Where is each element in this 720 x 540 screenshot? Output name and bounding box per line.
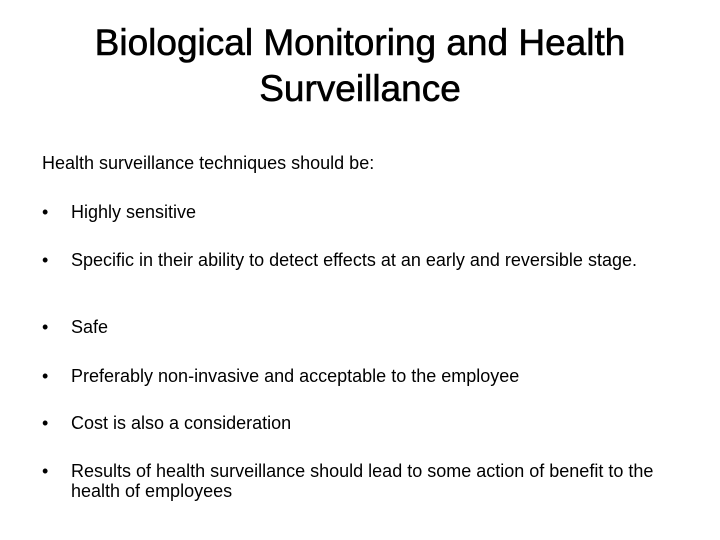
- bullet-icon: •: [42, 317, 49, 337]
- list-item-text: Highly sensitive: [71, 202, 197, 222]
- bullet-icon: •: [42, 461, 49, 481]
- list-item-text: Specific in their ability to detect effects at an early and reversible stage.: [71, 250, 637, 270]
- list-item-text: Results of health surveillance should lead to some action of benefit to the health of employees: [71, 461, 654, 501]
- list-item-text: Cost is also a consideration: [71, 413, 292, 433]
- list-item: [42, 317, 682, 337]
- list-item-text: Safe: [71, 317, 109, 337]
- bullet-icon: •: [42, 366, 49, 386]
- list-item: [42, 250, 682, 270]
- list-item: [42, 202, 682, 222]
- bullet-icon: •: [42, 413, 49, 433]
- list-item: [42, 413, 682, 433]
- list-item-text: Preferably non-invasive and acceptable to the employee: [71, 366, 520, 386]
- slide-title-line-1: Biological Monitoring and Health: [94, 22, 626, 63]
- list-item: [42, 366, 682, 386]
- slide-title: [0, 20, 720, 112]
- list-item: [42, 461, 682, 501]
- bullet-icon: •: [42, 202, 49, 222]
- bullet-icon: •: [42, 250, 49, 270]
- intro-text: Health surveillance techniques should be:: [42, 153, 375, 173]
- slide-title-line-2: Surveillance: [259, 68, 461, 109]
